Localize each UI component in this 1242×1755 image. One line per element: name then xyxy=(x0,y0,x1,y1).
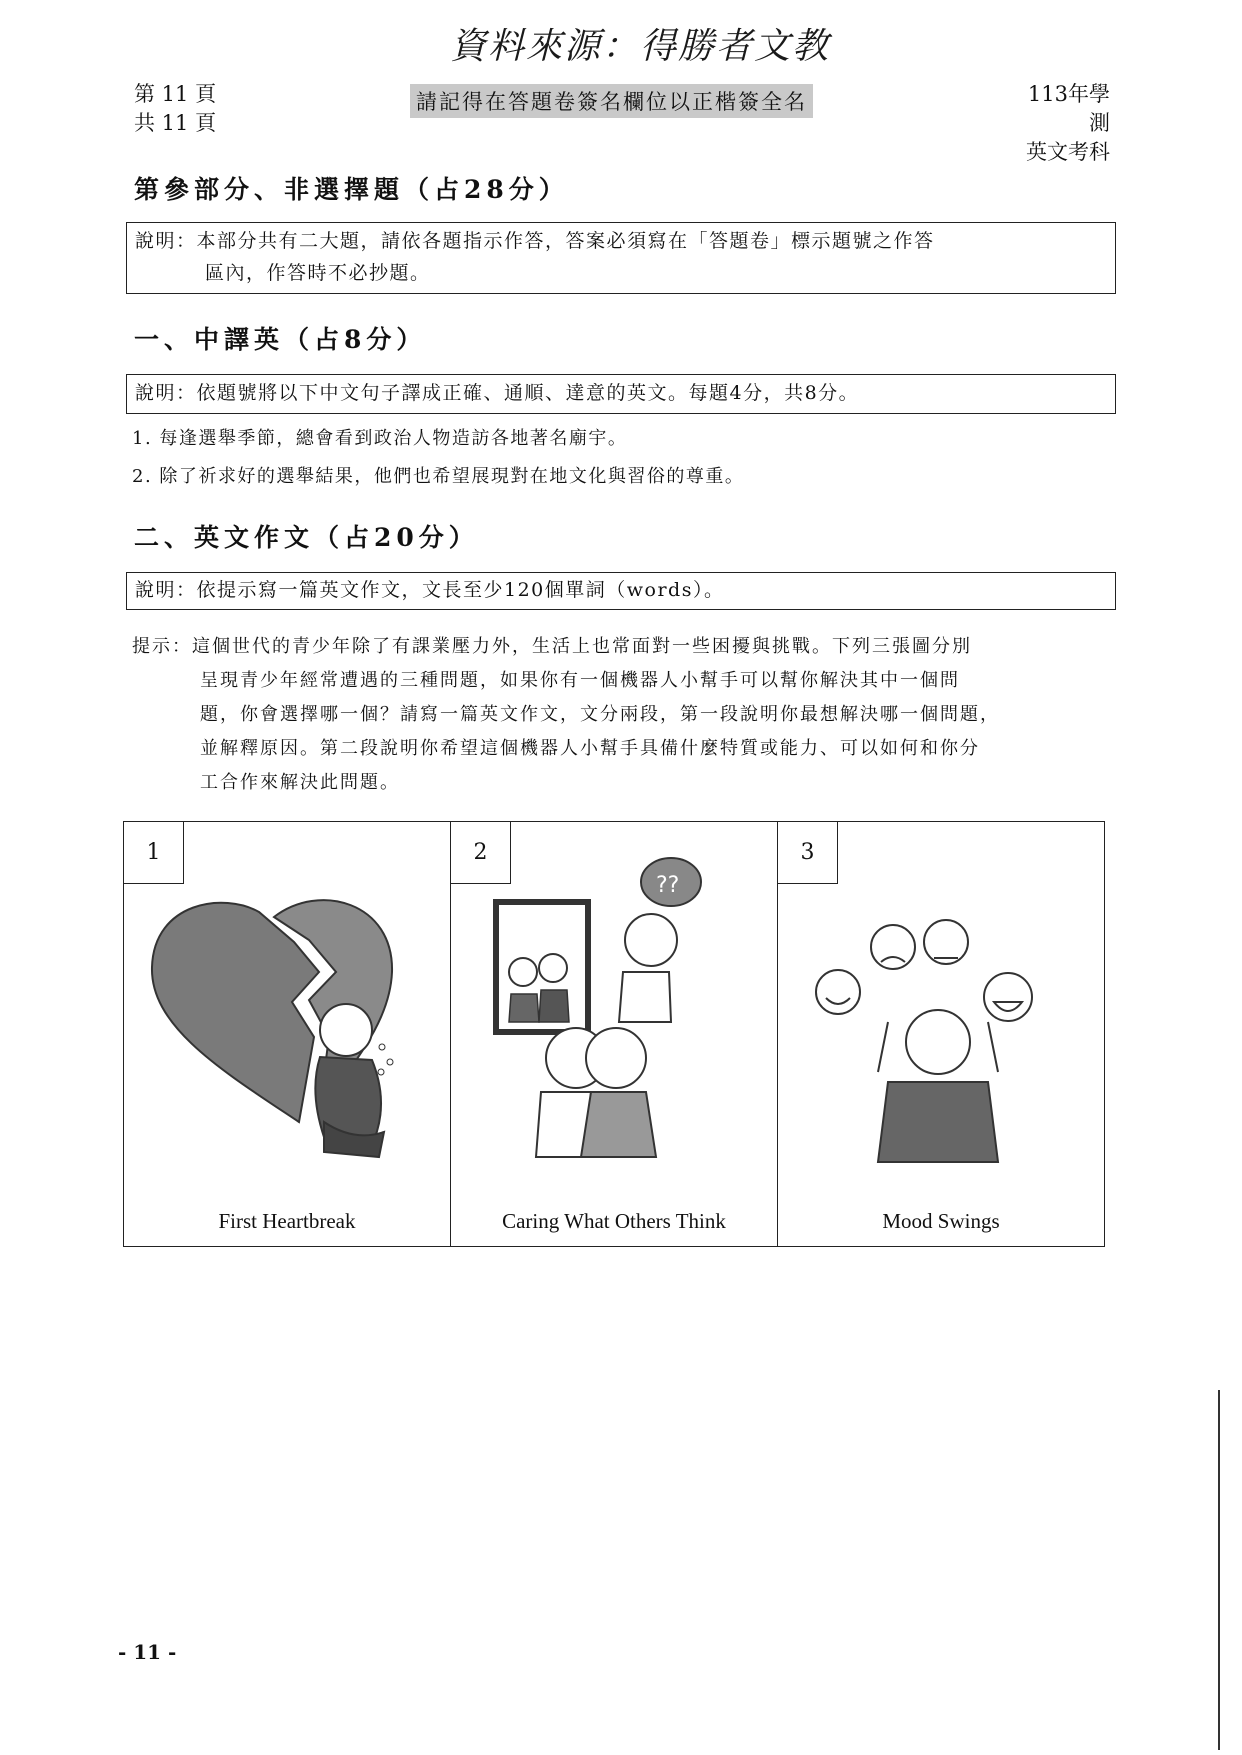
section1-title: 一、中譯英（占8分） xyxy=(134,325,427,354)
panel-3-caption: Mood Swings xyxy=(882,1209,1000,1233)
part3-note-line2: 區內，作答時不必抄題。 xyxy=(205,262,431,284)
part3-note-line1: 說明：本部分共有二大題，請依各題指示作答，答案必須寫在「答題卷」標示題號之作答 xyxy=(135,230,935,252)
scan-edge-line xyxy=(1218,1390,1220,1750)
essay-hint xyxy=(132,630,1122,800)
hint-line-5: 工合作來解決此問題。 xyxy=(200,772,400,793)
exam-subject: 英文考科 xyxy=(1026,140,1110,164)
page-total: 共 11 頁 xyxy=(134,111,217,135)
hint-line-2: 呈現青少年經常遭遇的三種問題，如果你有一個機器人小幫手可以幫你解決其中一個問 xyxy=(200,670,960,691)
hint-line-4: 並解釋原因。第二段說明你希望這個機器人小幫手具備什麼特質或能力、可以如何和你分 xyxy=(200,738,980,759)
translation-item-1: 1. 每逢選舉季節，總會看到政治人物造訪各地著名廟宇。 xyxy=(132,428,628,449)
svg-text:??: ?? xyxy=(656,873,680,898)
signature-notice: 請記得在答題卷簽名欄位以正楷簽全名 xyxy=(410,84,813,118)
page-marker: - 11 - xyxy=(118,1640,177,1664)
part3-instructions xyxy=(126,222,1116,294)
exam-info-block xyxy=(1010,80,1110,167)
mirror-crowd-illustration xyxy=(451,822,778,1248)
page-current: 第 11 頁 xyxy=(134,82,217,106)
translation-item-2: 2. 除了祈求好的選舉結果，他們也希望展現對在地文化與習俗的尊重。 xyxy=(132,466,745,487)
panel-2-number: 2 xyxy=(451,822,511,884)
watermark-handwritten: 資料來源：得勝者文教 xyxy=(450,26,831,67)
exam-year: 113年學測 xyxy=(1027,82,1110,135)
mood-swings-illustration xyxy=(778,822,1104,1248)
section2-instructions: 說明：依提示寫一篇英文作文，文長至少120個單詞（words）。 xyxy=(126,572,1116,610)
section1-instructions: 說明：依題號將以下中文句子譯成正確、通順、達意的英文。每題4分，共8分。 xyxy=(126,374,1116,414)
panel-2 xyxy=(451,822,778,1246)
part3-title: 第參部分、非選擇題（占28分） xyxy=(134,175,569,204)
section2-title: 二、英文作文（占20分） xyxy=(134,523,479,552)
page-number-block xyxy=(134,80,216,138)
panel-3-number: 3 xyxy=(778,822,838,884)
hint-line-1: 提示：這個世代的青少年除了有課業壓力外，生活上也常面對一些困擾與挑戰。下列三張圖分別 xyxy=(132,636,972,657)
panel-2-caption: Caring What Others Think xyxy=(502,1209,726,1233)
panel-1 xyxy=(124,822,451,1246)
heartbreak-illustration xyxy=(124,822,450,1248)
picture-panels xyxy=(123,821,1105,1247)
hint-line-3: 題，你會選擇哪一個？請寫一篇英文作文，文分兩段，第一段說明你最想解決哪一個問題， xyxy=(200,704,1000,725)
panel-3 xyxy=(778,822,1104,1246)
panel-1-caption: First Heartbreak xyxy=(218,1209,356,1233)
panel-1-number: 1 xyxy=(124,822,184,884)
